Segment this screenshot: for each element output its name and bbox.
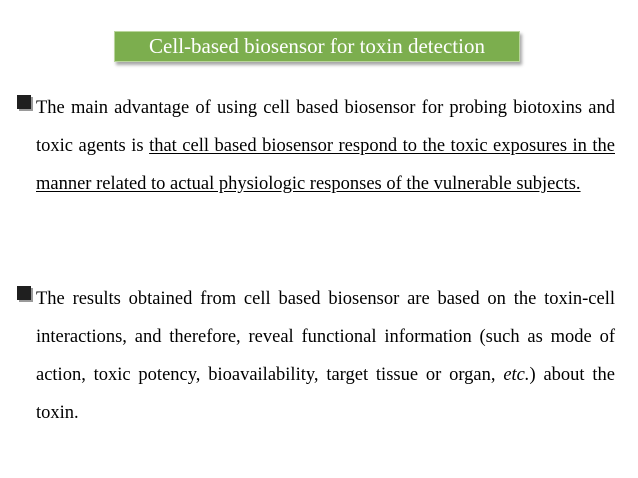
square-bullet-icon [17,286,31,300]
square-bullet-icon [17,95,31,109]
bullet-paragraph [36,280,615,432]
bullet-italic-text: etc. [503,365,530,385]
bullet-paragraph [36,89,615,203]
title-banner [114,31,520,62]
bullet-item [17,89,615,203]
bullet-text-after: ) about the toxin. [36,365,615,423]
bullet-intro-text: The main advantage of using cell based biosensor for probing biotoxins and toxic agents is [36,98,615,156]
bullet-text-before: The results obtained from cell based biosensor are based on the toxin-cell interactions, and therefore, reveal functional information (such as mode of action, toxic potency, bioavailability, target tissue or organ, [36,289,615,385]
bullet-item [17,280,615,432]
bullet-underlined-text: that cell based biosensor respond to the toxic exposures in the manner related to actual physiologic responses of the vulnerable subjects. [36,136,615,194]
slide-title: Cell-based biosensor for toxin detection [149,34,485,58]
